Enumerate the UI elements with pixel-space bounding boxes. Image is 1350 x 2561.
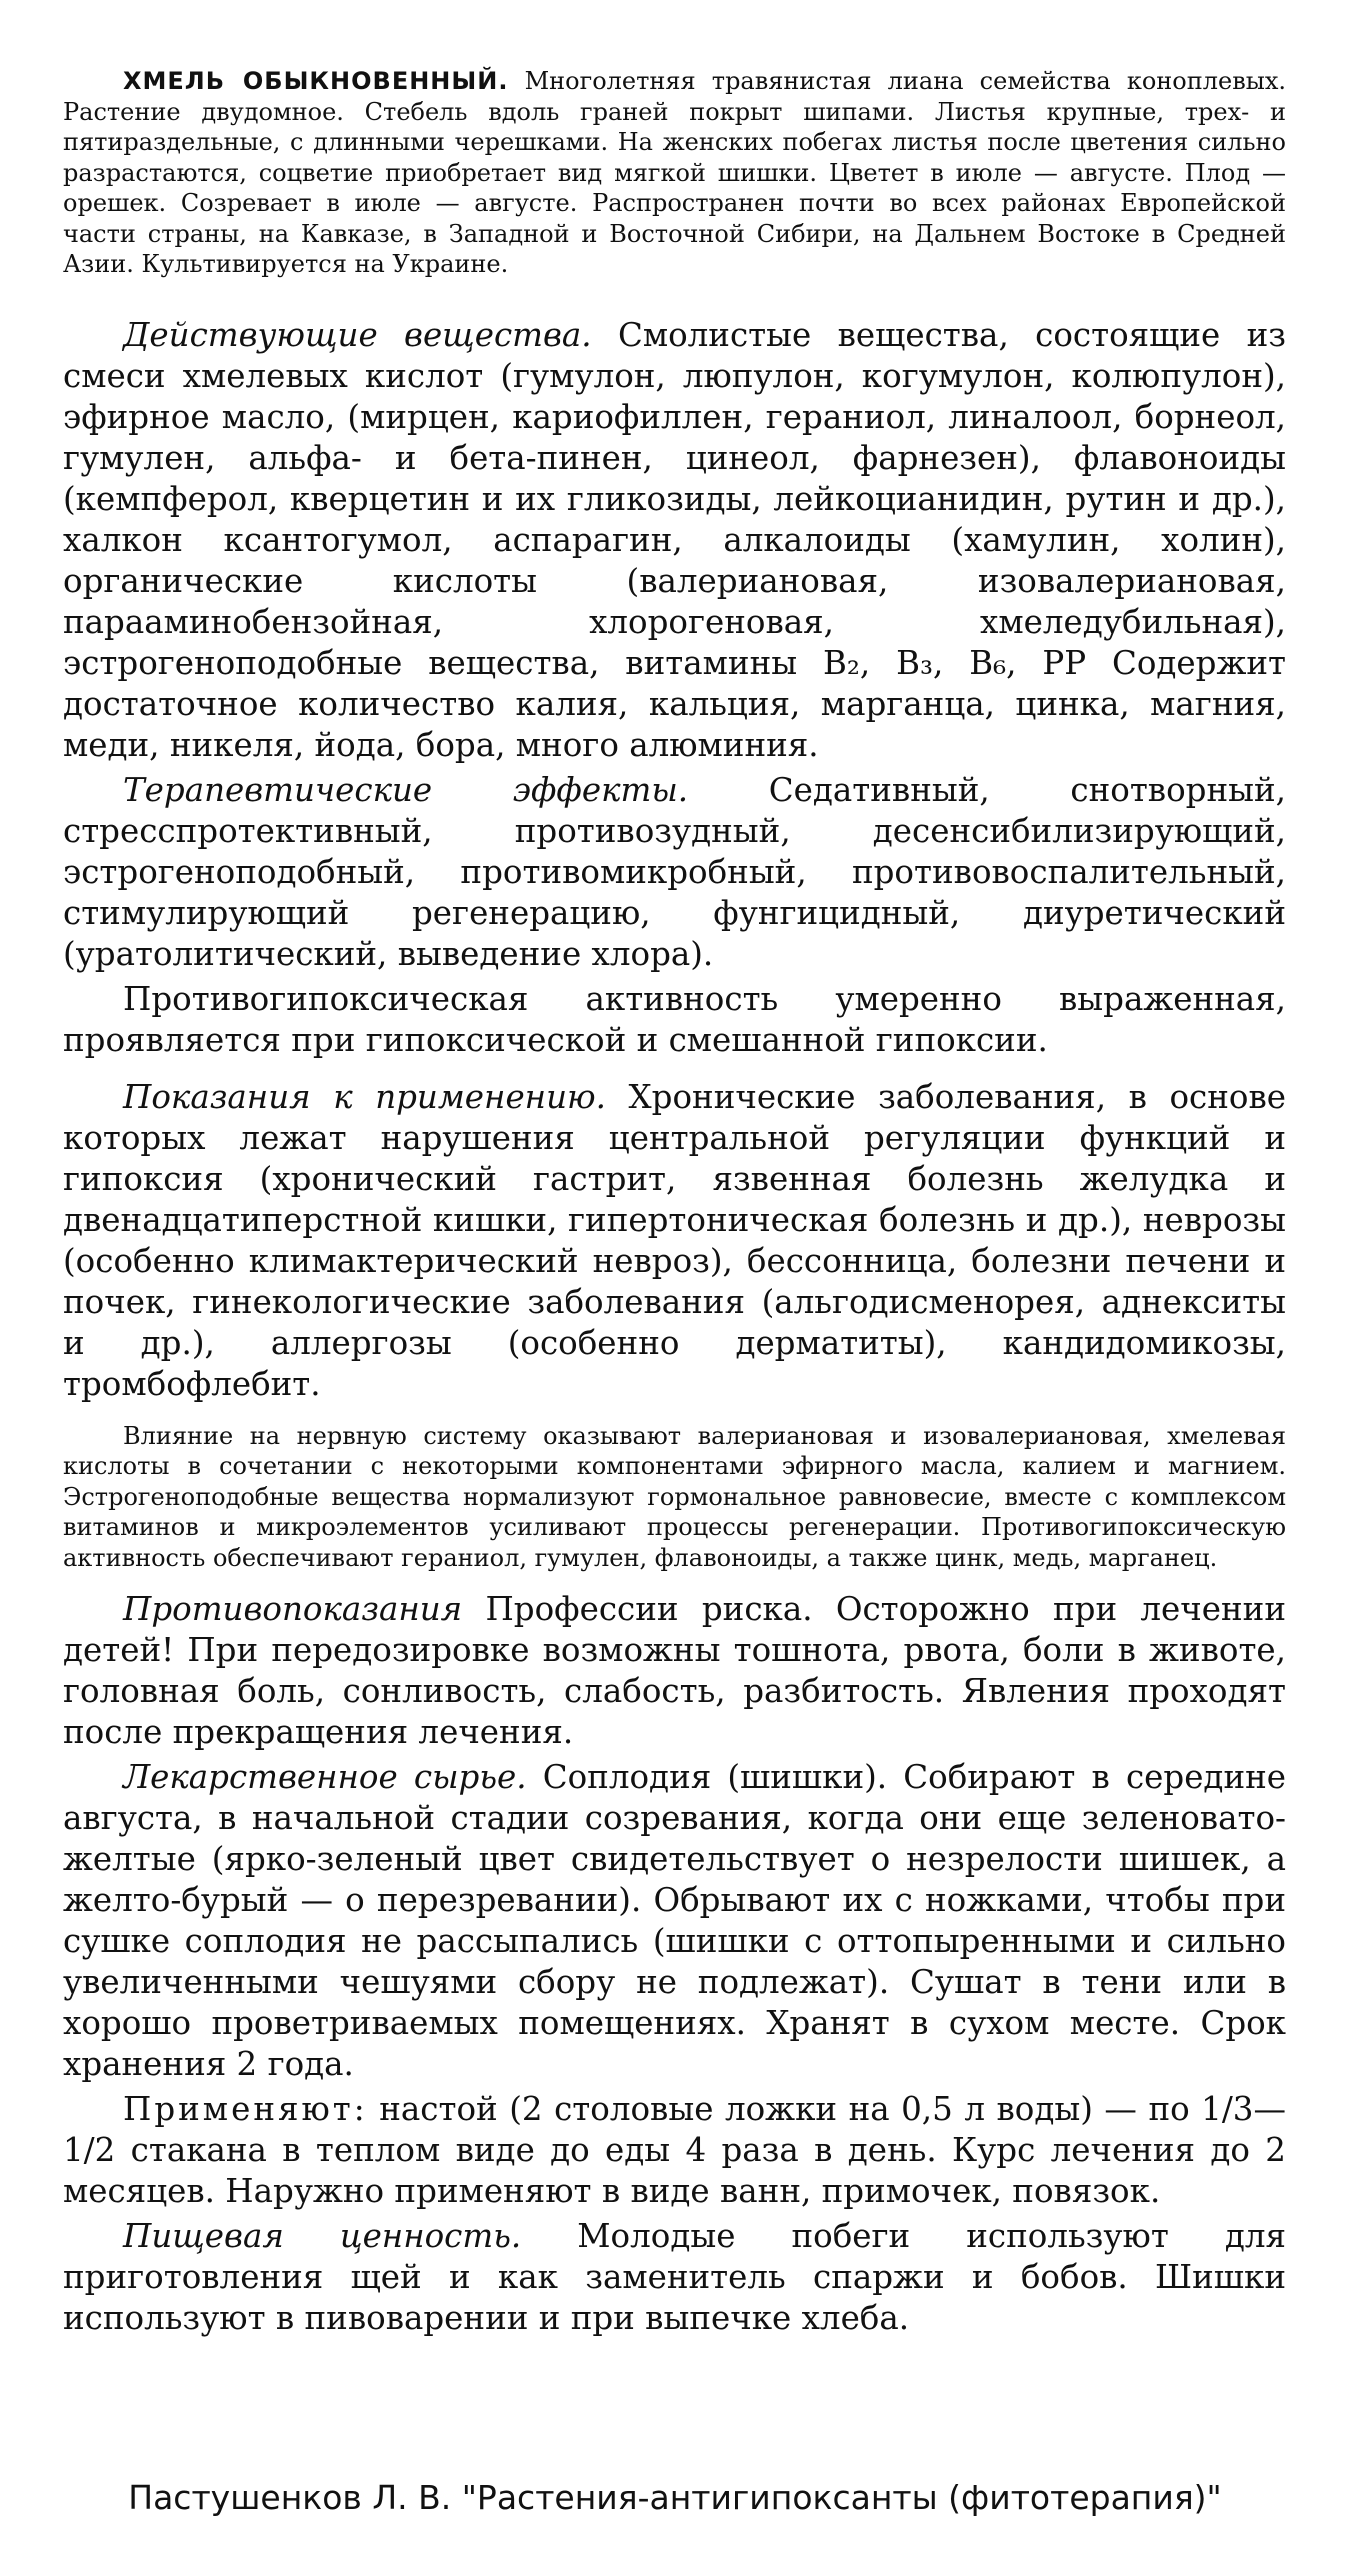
- section-heading: Действующие вещества.: [123, 315, 592, 354]
- article-title: ХМЕЛЬ ОБЫКНОВЕННЫЙ.: [123, 67, 509, 95]
- section-text: Седативный, снотворный, стресспротективный, противозудный, десенсибилизирующий, эстрогеноподобный, противомикробный, противовоспалительный, стимулирующий регенерацию, фунгицидный, диуретический (уратолитический, выведение хлора).: [63, 770, 1286, 973]
- section-text: Профессии риска. Осторожно при лечении детей! При передозировке возможны тошнота, рвота, боли в животе, головная боль, сонливость, слабость, разбитость. Явления проходят после прекращения лечения.: [63, 1590, 1286, 1751]
- section-usage: [63, 2089, 1286, 2212]
- section-heading: Терапевтические эффекты.: [123, 770, 689, 809]
- section-raw-material: [63, 1757, 1286, 2085]
- section-influence-note: [63, 1421, 1286, 1574]
- section-text: Противогипоксическая активность умеренно выраженная, проявляется при гипоксической и смешанной гипоксии.: [63, 979, 1286, 1059]
- section-food-value: [63, 2216, 1286, 2339]
- article-description: Многолетняя травянистая лиана семейства коноплевых. Растение двудомное. Стебель вдоль граней покрыт шипами. Листья крупные, трех- и пятираздельные, с длинными черешками. На женских побегах листья после цветения сильно разрастаются, соцветие приобретает вид мягкой шишки. Цветет в июле — августе. Плод — орешек. Созревает в июле — августе. Распространен почти во всех районах Европейской части страны, на Кавказе, в Западной и Восточной Сибири, на Дальнем Востоке в Средней Азии. Культивируется на Украине.: [63, 67, 1286, 278]
- section-contraindications: [63, 1589, 1286, 1753]
- section-text: Соплодия (шишки). Собирают в середине августа, в начальной стадии созревания, когда они еще зеленовато-желтые (ярко-зеленый цвет свидетельствует о незрелости шишек, а желто-бурый — о перезревании). Обрывают их с ножками, чтобы при сушке соплодия не рассыпались (шишки с оттопыренными и сильно увеличенными чешуями сбору не подлежат). Сушат в тени или в хорошо проветриваемых помещениях. Хранят в сухом месте. Срок хранения 2 года.: [63, 1758, 1286, 2083]
- section-heading: Показания к применению.: [123, 1077, 606, 1116]
- section-therapeutic-effects: [63, 770, 1286, 975]
- section-indications: [63, 1077, 1286, 1405]
- section-heading: Применяют:: [123, 2090, 368, 2128]
- section-active-substances: [63, 315, 1286, 766]
- section-heading: Противопоказания: [123, 1590, 463, 1628]
- article-intro: [63, 66, 1286, 280]
- section-antihypoxic-activity: [63, 979, 1286, 1061]
- section-heading: Лекарственное сырье.: [123, 1758, 527, 1796]
- section-text: Молодые побеги используют для приготовления щей и как заменитель спаржи и бобов. Шишки используют в пивоварении и при выпечке хлеба.: [63, 2217, 1286, 2337]
- section-text: Хронические заболевания, в основе которых лежат нарушения центральной регуляции функций и гипоксия (хронический гастрит, язвенная болезнь желудка и двенадцатиперстной кишки, гипертоническая болезнь и др.), неврозы (особенно климактерический невроз), бессонница, болезни печени и почек, гинекологические заболевания (альгодисменорея, аднекситы и др.), аллергозы (особенно дерматиты), кандидомикозы, тромбофлебит.: [63, 1077, 1286, 1403]
- section-heading: Пищевая ценность.: [123, 2217, 522, 2255]
- section-text: Влияние на нервную систему оказывают валериановая и изовалериановая, хмелевая кислоты в сочетании с некоторыми компонентами эфирного масла, калием и магнием. Эстрогеноподобные вещества нормализуют гормональное равновесие, вместе с комплексом витаминов и микроэлементов усиливают процессы регенерации. Противогипоксическую активность обеспечивают гераниол, гумулен, флавоноиды, а также цинк, медь, марганец.: [63, 1421, 1286, 1572]
- section-text: настой (2 столовые ложки на 0,5 л воды) — по 1/3—1/2 стакана в теплом виде до еды 4 раза в день. Курс лечения до 2 месяцев. Наружно применяют в виде ванн, примочек, повязок.: [63, 2090, 1286, 2210]
- source-citation: Пастушенков Л. В. "Растения-антигипоксанты (фитотерапия)": [128, 2478, 1222, 2517]
- section-text: Смолистые вещества, состоящие из смеси хмелевых кислот (гумулон, люпулон, когумулон, колюпулон), эфирное масло, (мирцен, кариофиллен, гераниол, линалоол, борнеол, гумулен, альфа- и бета-пинен, цинеол, фарнезен), флавоноиды (кемпферол, кверцетин и их гликозиды, лейкоцианидин, рутин и др.), халкон ксантогумол, аспарагин, алкалоиды (хамулин, холин), органические кислоты (валериановая, изовалериановая, парааминобензойная, хлорогеновая, хмеледубильная), эстрогеноподобные вещества, витамины B₂, B₃, B₆, PP Содержит достаточное количество калия, кальция, марганца, цинка, магния, меди, никеля, йода, бора, много алюминия.: [63, 315, 1286, 764]
